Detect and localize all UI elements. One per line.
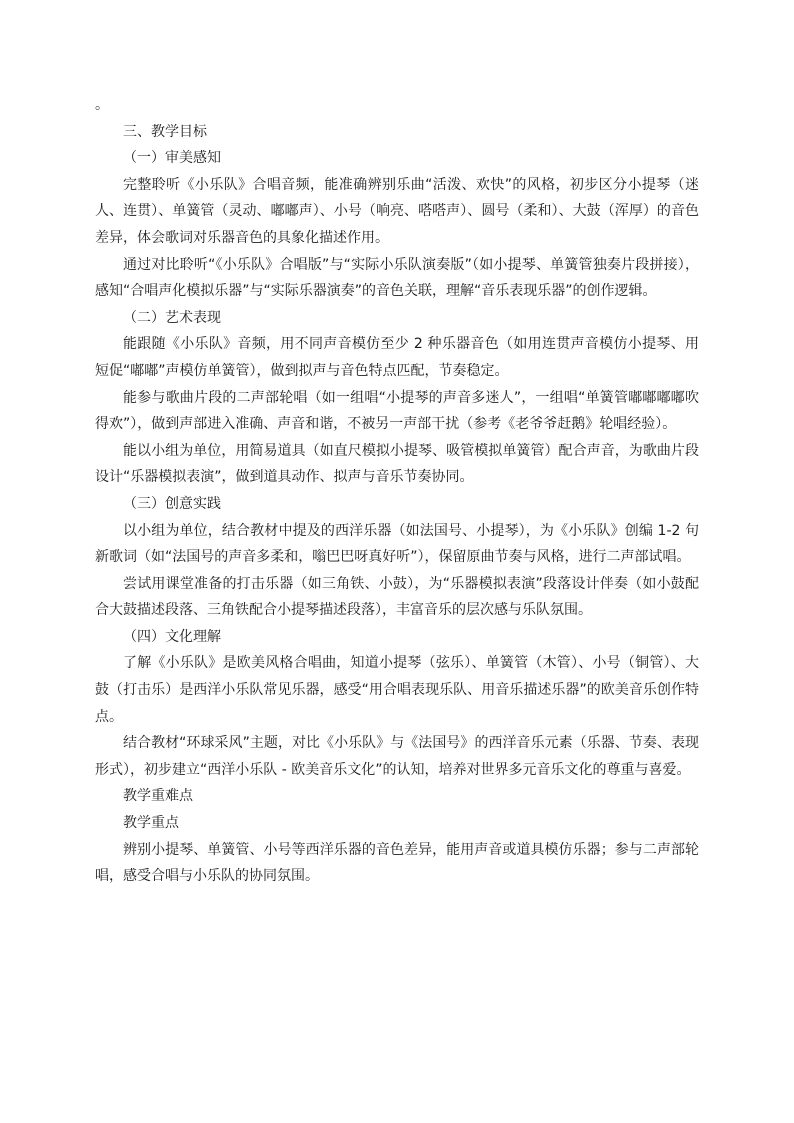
heading-key-difficult-points: 教学重难点: [123, 788, 193, 805]
paragraph: 以小组为单位，结合教材中提及的西洋乐器（如法国号、小提琴），为《小乐队》创编 1-2 句新歌词（如“法国号的声音多柔和，嗡巴巴呀真好听”），保留原曲节奏与风格，进行二声部试唱。: [95, 522, 699, 566]
subheading-aesthetic-perception: （一）审美感知: [123, 150, 221, 167]
paragraph: 完整聆听《小乐队》合唱音频，能准确辨别乐曲“活泼、欢快”的风格，初步区分小提琴（迷人、连贯）、单簧管（灵动、嘟嘟声）、小号（响亮、嗒嗒声）、圆号（柔和）、大鼓（浑厚）的音色差异，体会歌词对乐器音色的具象化描述作用。: [95, 176, 699, 246]
paragraph: 了解《小乐队》是欧美风格合唱曲，知道小提琴（弦乐）、单簧管（木管）、小号（铜管）、大鼓（打击乐）是西洋小乐队常见乐器，感受“用合唱表现乐队、用音乐描述乐器”的欧美音乐创作特点。: [95, 655, 699, 725]
section-title: 三、教学目标: [123, 123, 207, 140]
paragraph: 通过对比聆听“《小乐队》合唱版”与“实际小乐队演奏版”（如小提琴、单簧管独奏片段拼接），感知“合唱声化模拟乐器”与“实际乐器演奏”的音色关联，理解“音乐表现乐器”的创作逻辑。: [95, 256, 699, 300]
paragraph: 尝试用课堂准备的打击乐器（如三角铁、小鼓），为“乐器模拟表演”段落设计伴奏（如小鼓配合大鼓描述段落、三角铁配合小提琴描述段落），丰富音乐的层次感与乐队氛围。: [95, 575, 699, 619]
heading-teaching-focus: 教学重点: [123, 815, 179, 832]
paragraph: 能以小组为单位，用简易道具（如直尺模拟小提琴、吸管模拟单簧管）配合声音，为歌曲片段设计“乐器模拟表演”，做到道具动作、拟声与音乐节奏协同。: [95, 442, 699, 486]
paragraph: 能跟随《小乐队》音频，用不同声音模仿至少 2 种乐器音色（如用连贯声音模仿小提琴、用短促“嘟嘟”声模仿单簧管），做到拟声与音色特点匹配，节奏稳定。: [95, 336, 699, 379]
subheading-creative-practice: （三）创意实践: [123, 495, 221, 512]
leading-punctuation: 。: [95, 97, 109, 113]
paragraph: 辨别小提琴、单簧管、小号等西洋乐器的音色差异，能用声音或道具模仿乐器；参与二声部轮唱，感受合唱与小乐队的协同氛围。: [95, 841, 699, 885]
paragraph: 能参与歌曲片段的二声部轮唱（如一组唱“小提琴的声音多迷人”，一组唱“单簧管嘟嘟嘟嘟吹得欢”），做到声部进入准确、声音和谐，不被另一声部干扰（参考《老爷爷赶鹅》轮唱经验）。: [95, 389, 699, 433]
paragraph: 结合教材“环球采风”主题，对比《小乐队》与《法国号》的西洋音乐元素（乐器、节奏、表现形式），初步建立“西洋小乐队 - 欧美音乐文化”的认知，培养对世界多元音乐文化的尊重与喜爱。: [95, 735, 699, 778]
document-body: [95, 92, 699, 890]
subheading-cultural-understanding: （四）文化理解: [123, 628, 221, 645]
subheading-artistic-expression: （二）艺术表现: [123, 309, 221, 326]
